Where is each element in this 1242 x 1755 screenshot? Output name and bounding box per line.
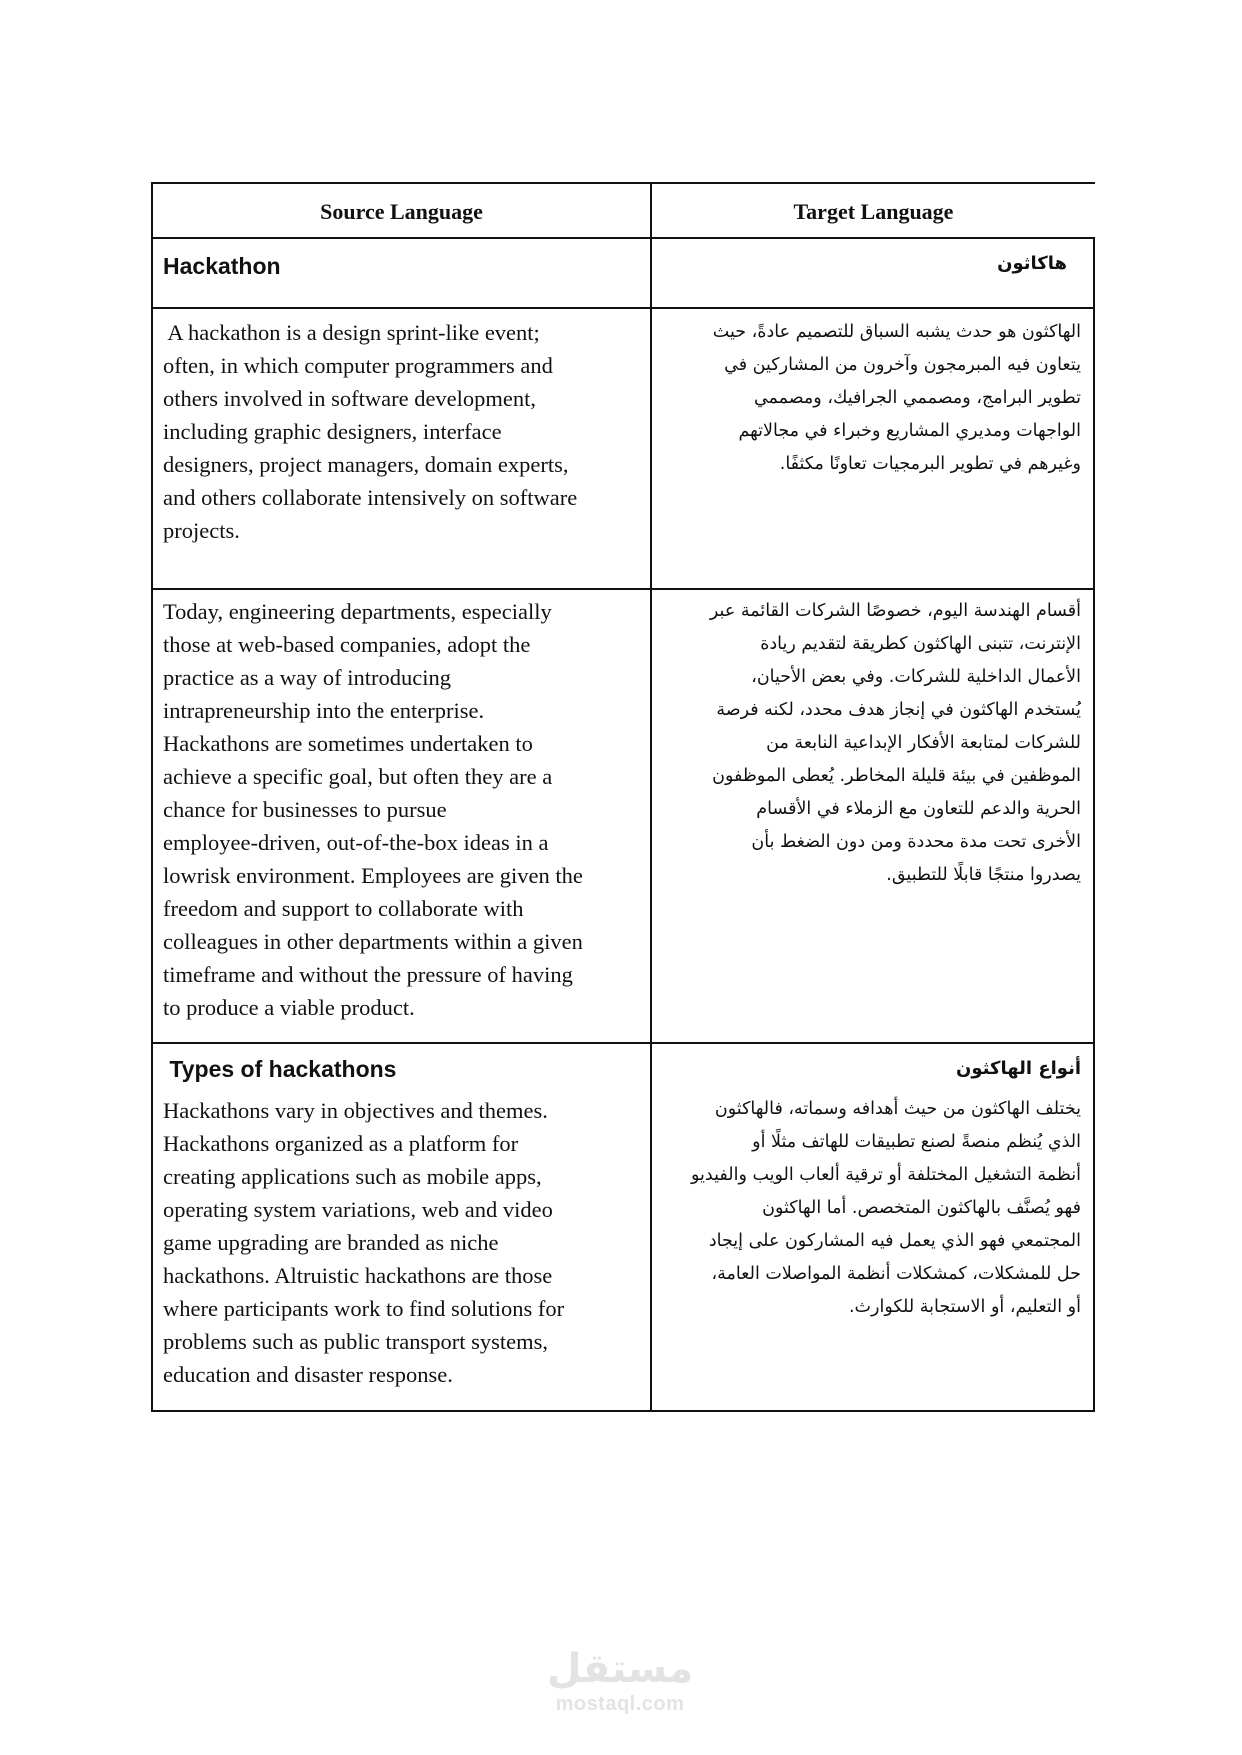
target-paragraph: [666, 316, 1081, 481]
text-line: يصدروا منتجًا قابلًا للتطبيق.: [886, 865, 1081, 885]
text-line: others involved in software development,: [163, 386, 537, 411]
text-line: achieve a specific goal, but often they are a: [163, 764, 553, 789]
text-line: فهو يُصنَّف بالهاكثون المتخصص. أما الهاكثون: [762, 1198, 1081, 1218]
target-heading: أنواع الهاكثون: [956, 1058, 1081, 1079]
target-heading: هاكاثون: [997, 253, 1067, 274]
text-line: where participants work to find solutions for: [163, 1296, 565, 1321]
text-line: Hackathons are sometimes undertaken to: [163, 731, 533, 756]
text-line: للشركات لمتابعة الأفكار الإبداعية النابعة من: [766, 733, 1081, 753]
text-line: المجتمعي فهو الذي يعمل فيه المشاركون على إيجاد: [708, 1231, 1081, 1251]
text-line: الهاكثون هو حدث يشبه السباق للتصميم عادةً، حيث: [712, 322, 1081, 342]
text-line: الموظفين في بيئة قليلة المخاطر. يُعطى الموظفون: [712, 766, 1081, 786]
table-row: [151, 1044, 1095, 1412]
text-line: creating applications such as mobile apps,: [163, 1164, 542, 1189]
target-paragraph: [666, 1093, 1081, 1324]
text-line: Today, engineering departments, especially: [163, 599, 552, 624]
source-cell: [151, 239, 652, 307]
text-line: أقسام الهندسة اليوم، خصوصًا الشركات القائمة عبر: [709, 601, 1081, 621]
text-line: hackathons. Altruistic hackathons are those: [163, 1263, 553, 1288]
text-line: those at web-based companies, adopt the: [163, 632, 531, 657]
text-line: game upgrading are branded as niche: [163, 1230, 499, 1255]
source-cell: [151, 590, 652, 1042]
target-cell: [652, 590, 1095, 1042]
text-line: حل للمشكلات، كمشكلات أنظمة المواصلات العامة،: [711, 1264, 1081, 1284]
source-heading: Types of hackathons: [163, 1056, 397, 1082]
mostaql-watermark: [545, 1645, 695, 1715]
text-line: intrapreneurship into the enterprise.: [163, 698, 485, 723]
text-line: timeframe and without the pressure of having: [163, 962, 573, 987]
table-row: [151, 590, 1095, 1044]
table-row: [151, 309, 1095, 590]
text-line: chance for businesses to pursue: [163, 797, 447, 822]
text-line: employee-driven, out-of-the-box ideas in a: [163, 830, 549, 855]
source-heading: Hackathon: [163, 253, 281, 279]
watermark-arabic-logo: مستقل: [546, 1646, 694, 1692]
text-line: A hackathon is a design sprint-like event;: [163, 320, 540, 345]
text-line: education and disaster response.: [163, 1362, 453, 1387]
target-cell: [652, 239, 1095, 307]
target-language-header: Target Language: [793, 199, 954, 224]
text-line: and others collaborate intensively on software: [163, 485, 578, 510]
text-line: often, in which computer programmers and: [163, 353, 553, 378]
source-paragraph: [163, 1094, 640, 1391]
text-line: lowrisk environment. Employees are given the: [163, 863, 583, 888]
source-paragraph: [163, 595, 640, 1024]
text-line: يُستخدم الهاكثون في إنجاز هدف محدد، لكنه فرصة: [716, 700, 1081, 720]
text-line: يتعاون فيه المبرمجون وآخرون من المشاركين في: [724, 355, 1081, 375]
text-line: freedom and support to collaborate with: [163, 896, 524, 921]
table-header-row: [151, 182, 1095, 239]
text-line: الذي يُنظم منصةً لصنع تطبيقات للهاتف مثلًا أو: [752, 1132, 1081, 1152]
text-line: الواجهات ومديري المشاريع وخبراء في مجالاتهم: [738, 421, 1081, 441]
text-line: practice as a way of introducing: [163, 665, 452, 690]
source-cell: [151, 309, 652, 588]
translation-table: [151, 182, 1095, 1412]
target-cell: [652, 1044, 1095, 1410]
table-row: [151, 239, 1095, 309]
text-line: including graphic designers, interface: [163, 419, 502, 444]
text-line: Hackathons organized as a platform for: [163, 1131, 519, 1156]
text-line: الحرية والدعم للتعاون مع الزملاء في الأقسام: [756, 799, 1081, 819]
text-line: Hackathons vary in objectives and themes.: [163, 1098, 548, 1123]
text-line: أنظمة التشغيل المختلفة أو ترقية ألعاب الويب والفيديو: [691, 1165, 1081, 1185]
text-line: تطوير البرامج، ومصممي الجرافيك، ومصممي: [753, 388, 1081, 408]
text-line: وغيرهم في تطوير البرمجيات تعاونًا مكثفًا.: [779, 454, 1081, 474]
text-line: colleagues in other departments within a given: [163, 929, 583, 954]
header-cell-target: [652, 184, 1095, 237]
text-line: designers, project managers, domain experts,: [163, 452, 569, 477]
text-line: operating system variations, web and video: [163, 1197, 553, 1222]
text-line: الأعمال الداخلية للشركات. وفي بعض الأحيان،: [751, 667, 1081, 687]
target-cell: [652, 309, 1095, 588]
text-line: يختلف الهاكثون من حيث أهدافه وسماته، فالهاكثون: [714, 1099, 1081, 1119]
target-paragraph: [666, 595, 1081, 892]
header-cell-source: [151, 184, 652, 237]
text-line: problems such as public transport systems,: [163, 1329, 548, 1354]
text-line: to produce a viable product.: [163, 995, 415, 1020]
source-cell: [151, 1044, 652, 1410]
source-paragraph: [163, 316, 640, 547]
watermark-domain: mostaql.com: [555, 1693, 685, 1715]
source-language-header: Source Language: [320, 199, 483, 224]
text-line: الإنترنت، تتبنى الهاكثون كطريقة لتقديم ريادة: [760, 634, 1081, 654]
text-line: الأخرى تحت مدة محددة ومن دون الضغط بأن: [751, 832, 1081, 852]
text-line: أو التعليم، أو الاستجابة للكوارث.: [848, 1297, 1081, 1317]
text-line: projects.: [163, 518, 240, 543]
